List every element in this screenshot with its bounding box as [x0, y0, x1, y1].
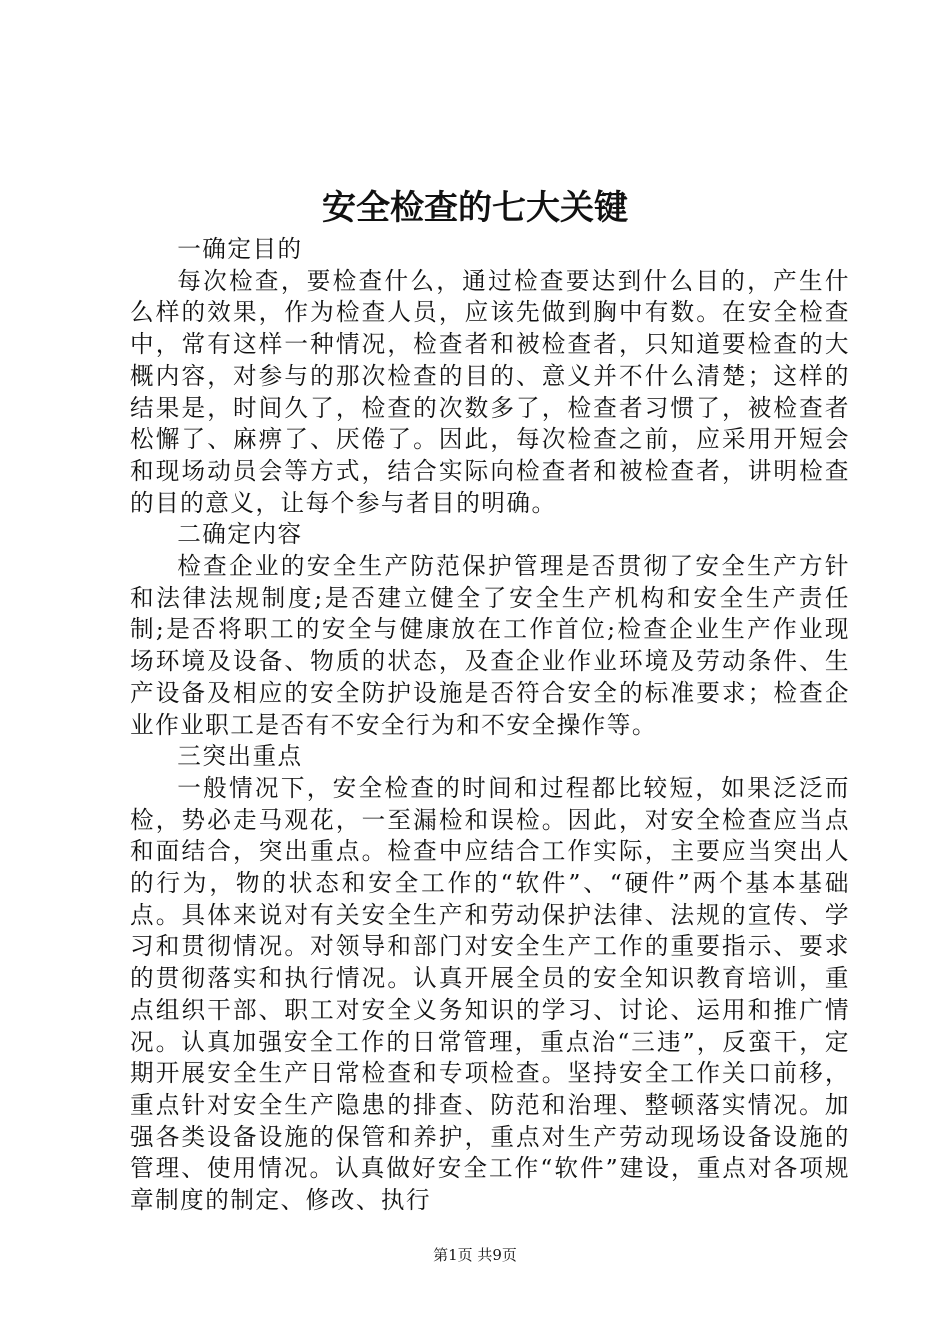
section-paragraph-1: 每次检查，要检查什么，通过检查要达到什么目的，产生什么样的效果，作为检查人员，应该先做到胸中有数。在安全检查中，常有这样一种情况，检查者和被检查者，只知道要检查的大概内容，对参与的那次检查的目的、意义并不什么清楚；这样的结果是，时间久了，检查的次数多了，检查者习惯了，被检查者松懈了、麻痹了、厌倦了。因此，每次检查之前，应采用开短会和现场动员会等方式，结合实际向检查者和被检查者，讲明检查的目的意义，让每个参与者目的明确。: [130, 266, 850, 517]
section-heading-3: 三突出重点: [177, 742, 303, 771]
section-paragraph-2: 检查企业的安全生产防范保护管理是否贯彻了安全生产方针和法律法规制度;是否建立健全了安全生产机构和安全生产责任制;是否将职工的安全与健康放在工作首位;检查企业生产作业现场环境及设备、物质的状态，及查企业作业环境及劳动条件、生产设备及相应的安全防护设施是否符合安全的标准要求；检查企业作业职工是否有不安全行为和不安全操作等。: [130, 552, 850, 739]
section-heading-1: 一确定目的: [177, 235, 303, 263]
section-heading-2: 二确定内容: [177, 520, 303, 549]
page-footer: 第1页 共9页: [433, 1246, 517, 1264]
section-paragraph-3: 一般情况下，安全检查的时间和过程都比较短，如果泛泛而检，势必走马观花，一至漏检和误检。因此，对安全检查应当点和面结合，突出重点。检查中应结合工作实际，主要应当突出人的行为，物的状态和安全工作的“软件”、“硬件”两个基本基础点。具体来说对有关安全生产和劳动保护法律、法规的宣传、学习和贯彻情况。对领导和部门对安全生产工作的重要指示、要求的贯彻落实和执行情况。认真开展全员的安全知识教育培训，重点组织干部、职工对安全义务知识的学习、讨论、运用和推广情况。认真加强安全工作的日常管理，重点治“三违”，反蛮干，定期开展安全生产日常检查和专项检查。坚持安全工作关口前移，重点针对安全生产隐患的排查、防范和治理、整顿落实情况。加强各类设备设施的保管和养护，重点对生产劳动现场设备设施的管理、使用情况。认真做好安全工作“软件”建设，重点对各项规章制度的制定、修改、执行: [130, 773, 850, 1215]
document-title: 安全检查的七大关键: [322, 188, 628, 228]
document-body: [130, 234, 850, 1217]
